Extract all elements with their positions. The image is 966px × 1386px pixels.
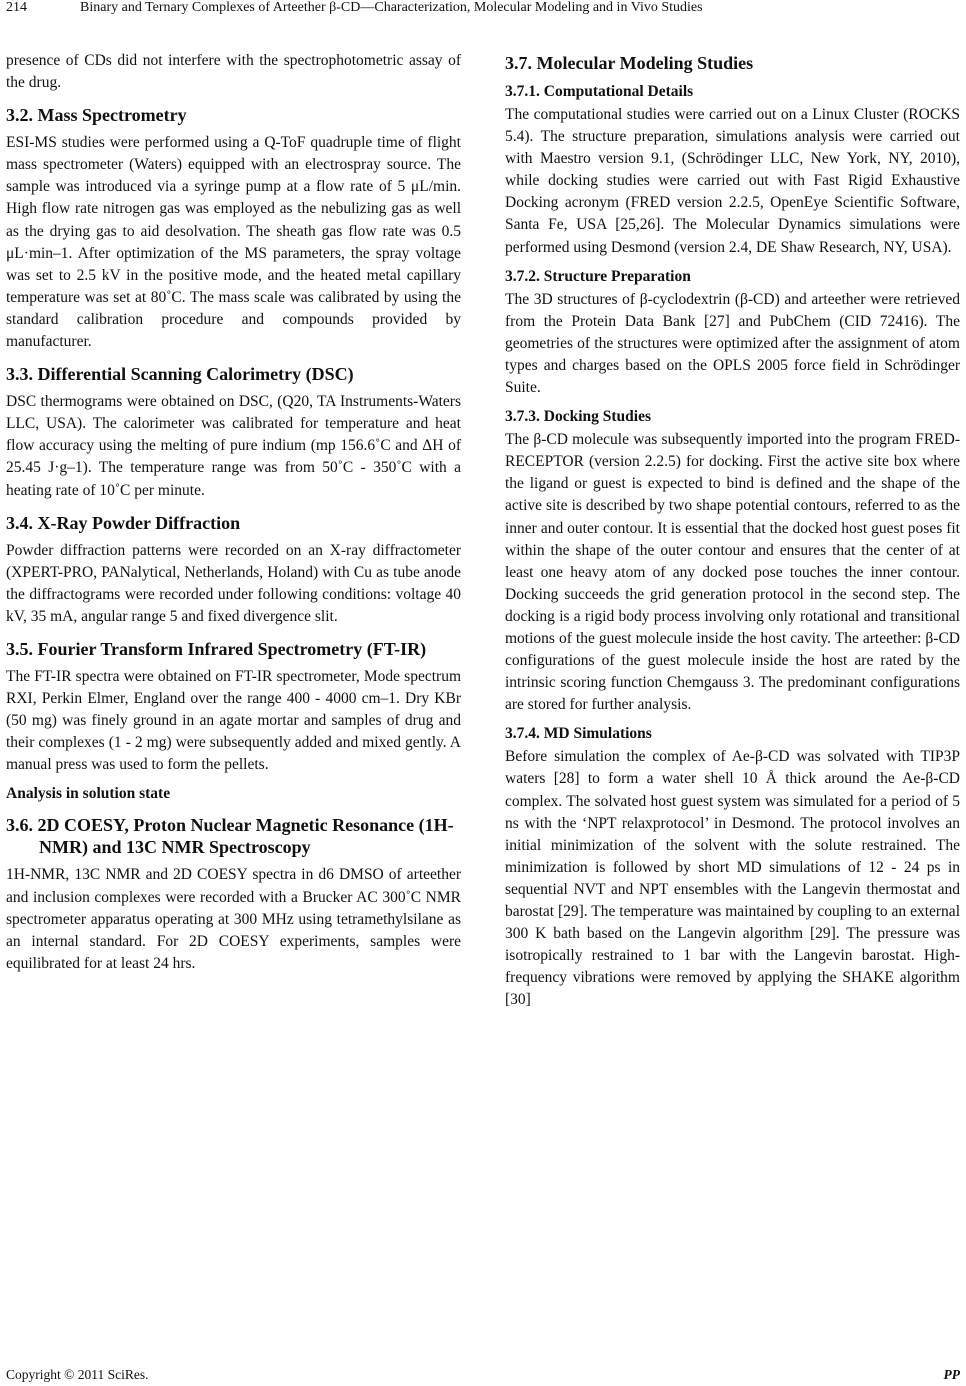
section-3-7-4-text: Before simulation the complex of Ae-β-CD was solvated with TIP3P waters [28] to form a water shell 10 Å thick around the Ae-β-CD complex. The solvated host guest system was simulated for a period of 5 ns with the ‘NPT relaxprotocol’ in Desmond. The protocol involves an initial minimization of the solvent with the solute restrained. The minimization is followed by short MD simulations of 12 - 24 ps in sequential NVT and NPT ensembles with the Langevin thermostat and barostat [29]. The temperature was maintained by coupling to an external 300 K bath based on the Langevin algorithm [29]. The pressure was isotropically restrained to 1 bar with the Langevin barostat. High-frequency vibrations were removed by applying the SHAKE algorithm [30] [505,748,960,1009]
section-3-2-text: ESI-MS studies were performed using a Q-ToF quadruple time of flight mass spectrometer (Waters) equipped with an electrospray source. The sample was introduced via a syringe pump at a flow rate of 5 μL/min. High flow rate nitrogen gas was employed as the nebulizing gas as well as the drying gas to aid desolvation. The sheath gas flow rate was 0.5 μL·min–1. After optimization of the MS parameters, the spray voltage was set to 2.5 kV in the positive mode, and the heated metal capillary temperature was set at 80˚C. The mass scale was calibrated by using the standard calibration procedure and compounds provided by manufacturer. [6,134,461,351]
page-header [0,0,966,30]
section-3-7-3-text: The β-CD molecule was subsequently imported into the program FRED-RECEPTOR (version 2.2.5) for docking. First the active site box where the ligand or guest is expected to bind is defined and the shape of the active site is described by two shape potential contours, referred to as the inner and outer contour. It is essential that the docked host guest poses fit within the shape of the outer contour and ensures that the center of at least one heavy atom of any docked pose touches the inner contour. Docking succeeds the grid generation protocol in the second step. The docking is a rigid body process involving only rotational and transitional motions of the guest molecule inside the host cavity. The arteether: β-CD configurations of the guest molecule inside the host are rated by the intrinsic scoring function Chemgauss 3. The predominant configurations are stored for further analysis. [505,431,960,714]
running-title: Binary and Ternary Complexes of Arteether β-CD—Characterization, Molecular Modeling and in Vivo Studies [80,0,703,15]
section-3-7-3-title: 3.7.3. Docking Studies [505,408,651,426]
copyright-notice: Copyright © 2011 SciRes. [6,1367,149,1382]
right-column [505,50,960,1011]
section-3-7-1-title: 3.7.1. Computational Details [505,83,694,100]
journal-abbreviation: PP [943,1367,960,1382]
section-3-3-title: 3.3. Differential Scanning Calorimetry (DSC) [6,364,354,385]
section-3-5-text: The FT-IR spectra were obtained on FT-IR spectrometer, Mode spectrum RXI, Perkin Elmer, England over the range 400 - 4000 cm–1. Dry KBr (50 mg) was finely ground in an agate mortar and samples of drug and their complexes (1 - 2 mg) were subsequently added and mixed gently. A manual press was used to form the pellets. [6,667,461,774]
section-3-7-title: 3.7. Molecular Modeling Studies [505,53,754,73]
page-footer [6,1367,960,1383]
section-3-7-2-text: The 3D structures of β-cyclodextrin (β-CD) and arteether were retrieved from the Protein Data Bank [27] and PubChem (CID 72416). The geometries of the structures were optimized after the assignment of atom types and charges based on the OPLS 2005 force field in Schrödinger Suite. [505,290,960,397]
section-3-7-1-text: The computational studies were carried out on a Linux Cluster (ROCKS 5.4). The structure preparation, simulations analysis were carried out with Maestro version 9.1, (Schrödinger LLC, New York, NY, 2010), while docking studies were carried out with Fast Rigid Exhaustive Docking acronym (FRED version 2.2.5, OpenEye Scientific Software, Santa Fe, USA [25,26]. The Molecular Dynamics simulations were performed using Desmond (version 2.4, DE Shaw Research, NY, USA). [505,106,960,256]
section-3-7-2-title: 3.7.2. Structure Preparation [505,267,691,285]
page-number: 214 [6,0,27,15]
section-3-3-text: DSC thermograms were obtained on DSC, (Q20, TA Instruments-Waters LLC, USA). The calorimeter was calibrated for temperature and heat flow accuracy using the melting of pure indium (mp 156.6˚C and ΔH of 25.45 J·g–1). The temperature range was from 50˚C - 350˚C with a heating rate of 10˚C per minute. [6,393,461,499]
left-column [6,50,461,975]
intro-paragraph: presence of CDs did not interfere with the spectrophotometric assay of the drug. [6,52,461,92]
section-3-6-title: 3.6. 2D COESY, Proton Nuclear Magnetic Resonance (1H-NMR) and 13C NMR Spectroscopy [6,815,454,858]
section-3-4-title: 3.4. X-Ray Powder Diffraction [6,512,241,533]
section-3-6-text: 1H-NMR, 13C NMR and 2D COESY spectra in d6 DMSO of arteether and inclusion complexes were recorded with a Brucker AC 300˚C NMR spectrometer apparatus operating at 300 MHz using tetramethylsilane as an internal standard. For 2D COESY experiments, samples were equilibrated for at least 24 hrs. [6,866,461,972]
solution-state-heading: Analysis in solution state [6,785,171,803]
section-3-4-text: Powder diffraction patterns were recorded on an X-ray diffractometer (XPERT-PRO, PANalytical, Netherlands, Holand) with Cu as tube anode the diffractograms were recorded under following conditions: voltage 40 kV, 35 mA, angular range 5 and fixed divergence slit. [6,541,461,625]
section-3-2-title: 3.2. Mass Spectrometry [6,105,187,126]
section-3-7-4-title: 3.7.4. MD Simulations [505,725,652,743]
section-3-5-title: 3.5. Fourier Transform Infrared Spectrometry (FT-IR) [6,638,427,659]
